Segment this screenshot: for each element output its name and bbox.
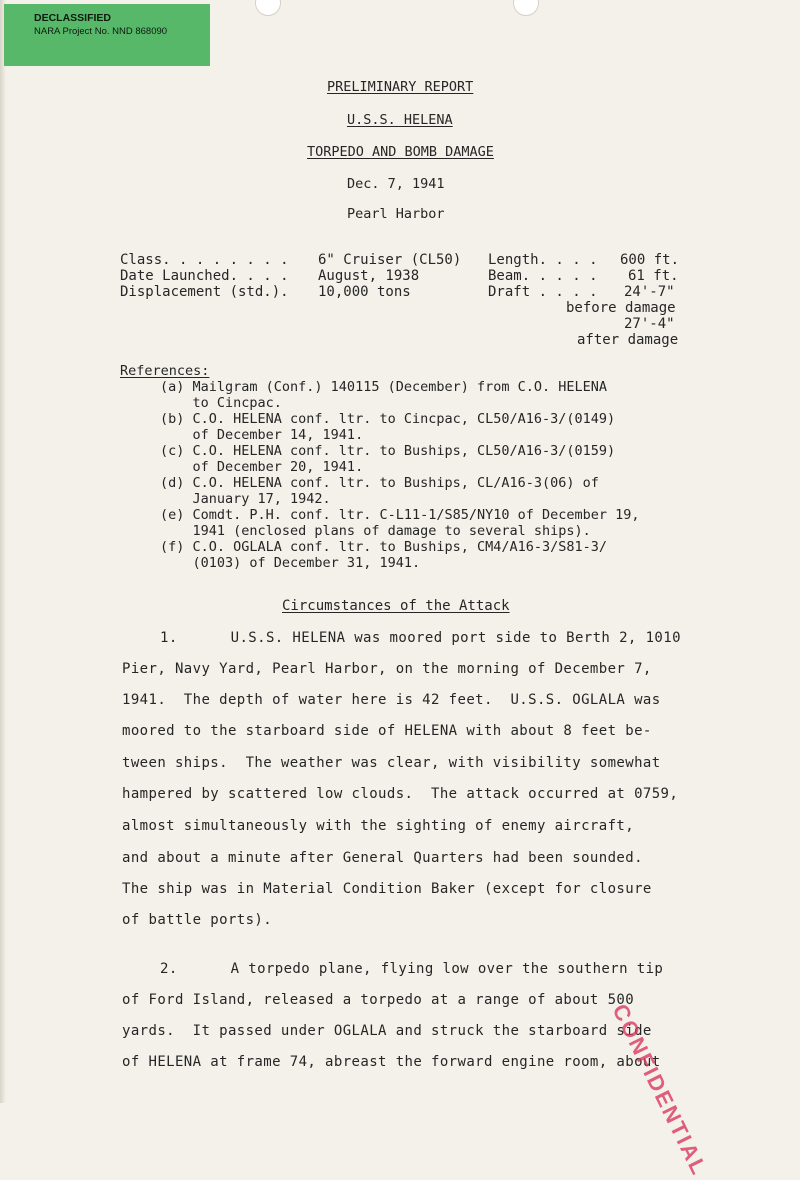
spec-displacement-label: Displacement (std.). [120,284,289,300]
paragraph-line: moored to the starboard side of HELENA with about 8 feet be- [122,723,652,739]
confidential-stamp: CONFIDENTIAL [607,1000,713,1180]
reference-line: (0103) of December 31, 1941. [160,555,421,571]
spec-length-label: Length. . . . [488,252,598,268]
paragraph-line: yards. It passed under OGLALA and struck the starboard side [122,1023,652,1039]
page-edge [0,0,6,1103]
spec-draft-after-value: 27'-4" [624,316,675,332]
paragraph-line: The ship was in Material Condition Baker (except for closure [122,881,652,897]
declassified-title: DECLASSIFIED [34,12,112,24]
paragraph-line: 1941. The depth of water here is 42 feet. U.S.S. OGLALA was [122,692,661,708]
spec-draft-after-note: after damage [577,332,679,348]
ship-name: U.S.S. HELENA [347,112,453,128]
reference-line: (f) C.O. OGLALA conf. ltr. to Buships, CM4/A16-3/S81-3/ [160,539,608,555]
reference-line: (a) Mailgram (Conf.) 140115 (December) from C.O. HELENA [160,379,608,395]
reference-line: (d) C.O. HELENA conf. ltr. to Buships, CL/A16-3(06) of [160,475,599,491]
spec-draft-before-value: 24'-7" [624,284,675,300]
spec-draft-label: Draft . . . . [488,284,598,300]
section-heading: Circumstances of the Attack [282,598,510,614]
spec-class-value: 6" Cruiser (CL50) [318,252,462,268]
declassified-stamp [4,4,210,66]
report-subject: TORPEDO AND BOMB DAMAGE [307,144,494,160]
reference-line: to Cincpac. [160,395,282,411]
spec-launched-value: August, 1938 [318,268,420,284]
spec-class-label: Class. . . . . . . . [120,252,289,268]
paragraph-line: 2. A torpedo plane, flying low over the southern tip [160,961,664,977]
reference-line: of December 20, 1941. [160,459,364,475]
reference-line: (c) C.O. HELENA conf. ltr. to Buships, CL50/A16-3/(0159) [160,443,616,459]
paragraph-line: 1. U.S.S. HELENA was moored port side to Berth 2, 1010 [160,630,681,646]
references-heading: References: [120,363,210,379]
reference-line: 1941 (enclosed plans of damage to several ships). [160,523,591,539]
reference-line: (b) C.O. HELENA conf. ltr. to Cincpac, CL50/A16-3/(0149) [160,411,616,427]
paragraph-line: almost simultaneously with the sighting of enemy aircraft, [122,818,635,834]
paragraph-line: and about a minute after General Quarters had been sounded. [122,850,643,866]
paragraph-line: of Ford Island, released a torpedo at a range of about 500 [122,992,635,1008]
paragraph-line: hampered by scattered low clouds. The attack occurred at 0759, [122,786,679,802]
paragraph-line: of battle ports). [122,912,273,928]
report-location: Pearl Harbor [347,206,445,222]
reference-line: of December 14, 1941. [160,427,364,443]
report-date: Dec. 7, 1941 [347,176,445,192]
spec-launched-label: Date Launched. . . . [120,268,289,284]
reference-line: (e) Comdt. P.H. conf. ltr. C-L11-1/S85/NY10 of December 19, [160,507,640,523]
paragraph-line: Pier, Navy Yard, Pearl Harbor, on the morning of December 7, [122,661,652,677]
punch-hole [255,0,281,16]
spec-beam-label: Beam. . . . . [488,268,598,284]
punch-hole [513,0,539,16]
report-title: PRELIMINARY REPORT [327,79,474,95]
paragraph-line: tween ships. The weather was clear, with visibility somewhat [122,755,661,771]
spec-draft-before-note: before damage [566,300,676,316]
declassified-project: NARA Project No. NND 868090 [34,26,168,37]
spec-displacement-value: 10,000 tons [318,284,411,300]
paragraph-line: of HELENA at frame 74, abreast the forward engine room, about [122,1054,661,1070]
reference-line: January 17, 1942. [160,491,331,507]
spec-beam-value: 61 ft. [628,268,679,284]
spec-length-value: 600 ft. [620,252,680,268]
